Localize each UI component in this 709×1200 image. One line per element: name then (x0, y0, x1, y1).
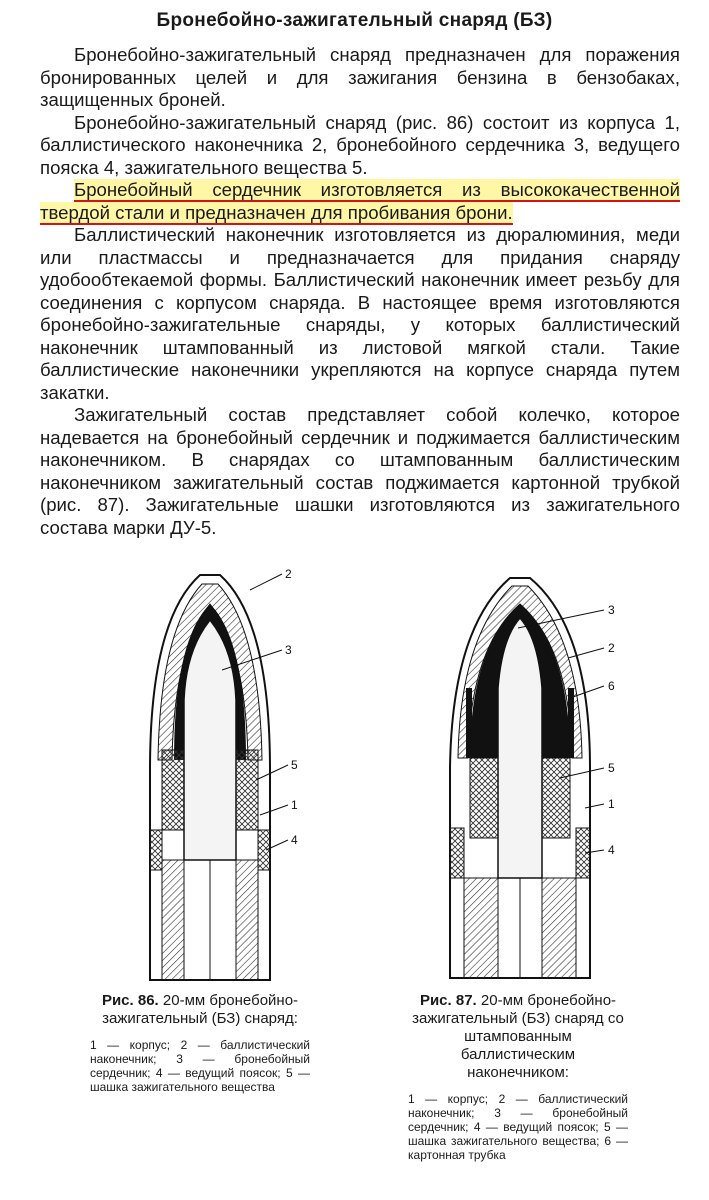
label-4: 4 (608, 843, 615, 857)
figure-87-drawing (440, 568, 640, 988)
driving-band-left (150, 830, 162, 870)
figure-86-svg (110, 560, 310, 990)
figure-87-caption (408, 992, 628, 1162)
figure-87-title: 20-мм бронебойно-зажигательный (БЗ) снаряд со штампованным баллистическим наконечником: (412, 992, 624, 1081)
paragraph-4: Баллистический наконечник изготовляется из дюралюминия, меди или пластмассы и предназначается для придания снаряду удобообтекаемой формы. Баллистический наконечник имеет резьбу для соединения с корпусом снаряда. В настоящее время изготовляются бронебойно-зажигательные снаряды, у которых баллистический наконечник штампованный из листовой мягкой стали. Такие баллистические наконечники укрепляются на корпусе снаряда путем закатки. (40, 224, 680, 403)
label-5: 5 (291, 758, 298, 772)
figure-87-number: Рис. 87. (419, 992, 477, 1009)
label-5: 5 (608, 761, 615, 775)
armor-piercing-core (498, 618, 542, 878)
driving-band-left (450, 828, 464, 878)
label-3: 3 (608, 603, 615, 617)
incendiary-charge-right (236, 750, 258, 830)
driving-band-right (258, 830, 270, 870)
page-title: Бронебойно-зажигательный снаряд (БЗ) (156, 10, 553, 31)
figure-86-drawing (110, 560, 310, 990)
label-4: 4 (291, 833, 298, 847)
paragraph-3-highlighted (40, 179, 680, 224)
incendiary-charge-left (162, 750, 184, 830)
armor-piercing-core (184, 620, 236, 860)
label-2: 2 (285, 567, 292, 581)
cardboard-tube-right (568, 688, 574, 758)
label-3: 3 (285, 643, 292, 657)
figure-87-svg (440, 568, 640, 988)
highlighted-sentence: Бронебойный сердечник изготовляется из высококачественной твердой стали и предназначен для пробивания брони. (40, 179, 680, 223)
cardboard-tube-left (466, 688, 472, 758)
figure-86-number: Рис. 86. (101, 992, 159, 1009)
incendiary-charge-right (542, 758, 570, 838)
label-1: 1 (291, 798, 298, 812)
label-1: 1 (608, 797, 615, 811)
paragraph-1: Бронебойно-зажигательный снаряд предназначен для поражения бронированных целей и для зажигания бензина в бензобаках, защищенных броней. (40, 44, 680, 110)
label-2: 2 (608, 641, 615, 655)
paragraph-5: Зажигательный состав представляет собой колечко, которое надевается на бронебойный сердечник и поджимается баллистическим наконечником. В снарядах со штампованным баллистическим наконечником зажигательный состав поджимается картонной трубкой (рис. 87). Зажигательные шашки изготовляются из зажигательного состава марки ДУ-5. (40, 404, 680, 538)
figure-86-caption (90, 992, 310, 1094)
figure-87-legend: 1 — корпус; 2 — баллистический наконечник; 3 — бронебойный сердечник; 4 — ведущий поясок; 5 — шашка зажигательного вещества; 6 — картонная трубка (408, 1092, 628, 1162)
figure-86-title: 20-мм бронебойно-зажигательный (БЗ) снаряд: (102, 992, 299, 1027)
figure-86-legend: 1 — корпус; 2 — баллистический наконечник; 3 — бронебойный сердечник; 4 — ведущий поясок; 5 — шашка зажигательного вещества (90, 1038, 310, 1094)
label-6: 6 (608, 679, 615, 693)
incendiary-charge-left (470, 758, 498, 838)
body-text (40, 44, 680, 539)
paragraph-2: Бронебойно-зажигательный снаряд (рис. 86) состоит из корпуса 1, баллистического наконечника 2, бронебойного сердечника 3, ведущего пояска 4, зажигательного вещества 5. (40, 111, 680, 178)
